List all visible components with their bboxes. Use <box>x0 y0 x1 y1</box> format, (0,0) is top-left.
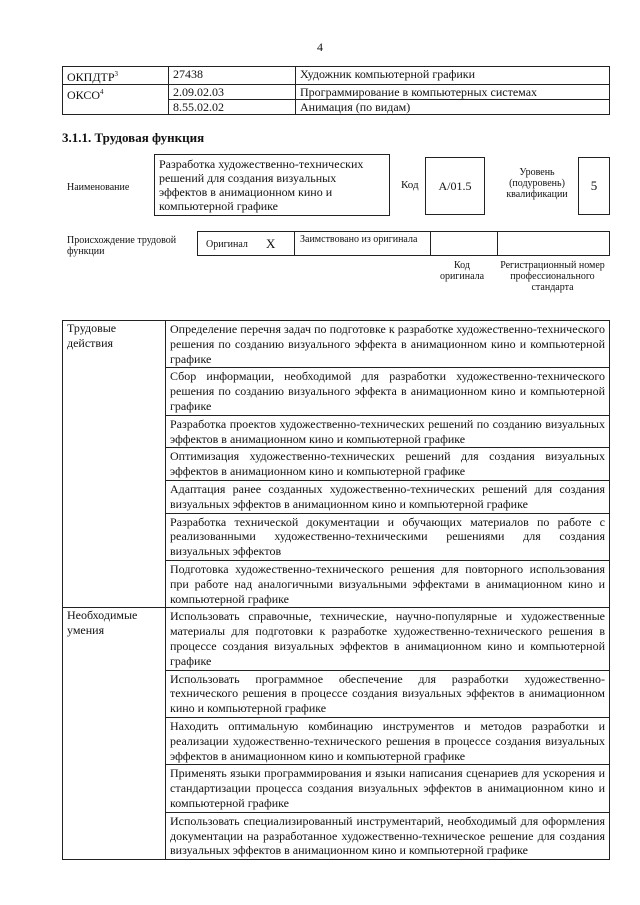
code-name-cell: Программирование в компьютерных системах <box>296 85 610 100</box>
list-item: Использовать специализированный инструментарий, необходимый для оформления документации на разработанное художественно-техническое решение для создания визуальных эффектов в анимационном кино и компьютерной графике <box>166 812 610 859</box>
code-label-cell: ОКСО$^4$ <box>63 85 169 115</box>
divider <box>497 231 498 256</box>
list-item: Оптимизация художественно-технических решений для создания визуальных эффектов в анимационном кино и компьютерной графике <box>166 448 610 481</box>
code-label-cell: ОКПДТР$^3$ <box>63 67 169 85</box>
table-row <box>63 67 610 85</box>
function-code-box: А/01.5 <box>425 157 485 215</box>
skills-label: Необходимые умения <box>63 608 166 860</box>
page-number: 4 <box>317 40 323 54</box>
code-value-cell: 27438 <box>169 67 296 85</box>
list-item: Применять языки программирования и языки написания сценариев для ускорения и стандартизации процесса создания визуальных эффектов в анимационном кино и компьютерной графике <box>166 765 610 812</box>
list-item: Разработка проектов художественно-технических решений по созданию визуальных эффектов в анимационном кино и компьютерной графике <box>166 415 610 448</box>
registration-caption: Регистрационный номер профессионального стандарта <box>500 260 605 293</box>
labor-actions-label: Трудовые действия <box>63 321 166 608</box>
list-item: Адаптация ранее созданных художественно-технических решений для создания визуальных эффектов в анимационном кино и компьютерной графике <box>166 480 610 513</box>
divider <box>294 231 295 256</box>
code-value-cell: 8.55.02.02 <box>169 100 296 115</box>
table-row <box>63 321 610 368</box>
code-caption: Код оригинала <box>439 260 485 282</box>
function-details-table <box>62 320 610 860</box>
code-name-cell: Художник компьютерной графики <box>296 67 610 85</box>
list-item: Находить оптимальную комбинацию инструментов и методов разработки и реализации художественно-технического решения в процессе создания визуальных эффектов в анимационном кино и компьютерной графике <box>166 717 610 764</box>
classification-codes-table <box>62 66 610 115</box>
name-label: Наименование <box>67 182 130 193</box>
code-label: Код <box>401 179 419 191</box>
list-item: Подготовка художественно-технического решения для повторного использования при работе над аналогичными визуальными эффектами в анимационном кино и компьютерной графике <box>166 560 610 607</box>
original-mark: X <box>266 236 276 251</box>
level-value-box: 5 <box>578 157 610 215</box>
section-heading: 3.1.1. Трудовая функция <box>62 130 205 145</box>
code-name-cell: Анимация (по видам) <box>296 100 610 115</box>
original-label: Оригинал <box>206 239 248 250</box>
divider <box>430 231 431 256</box>
list-item: Использовать программное обеспечение для разработки художественно-технического решения в процессе создания визуальных эффектов в анимационном кино и компьютерной графике <box>166 670 610 717</box>
table-row <box>63 608 610 670</box>
code-value-cell: 2.09.02.03 <box>169 85 296 100</box>
borrowed-label: Заимствовано из оригинала <box>300 234 418 245</box>
function-name-box: Разработка художественно-технических решений для создания визуальных эффектов в анимационном кино и компьютерной графике <box>154 154 390 216</box>
level-label: Уровень (подуровень) квалификации <box>506 167 568 200</box>
table-row <box>63 85 610 100</box>
list-item: Разработка технической документации и обучающих материалов по работе с реализованными художественно-техническими решениями для создания визуальных эффектов <box>166 513 610 560</box>
list-item: Использовать справочные, технические, научно-популярные и художественные материалы для подготовки к разработке художественно-технического решения в процессе создания визуальных эффектов в анимационном кино и компьютерной графике <box>166 608 610 670</box>
origin-label: Происхождение трудовой функции <box>67 235 177 257</box>
list-item: Сбор информации, необходимой для разработки художественно-технического решения по созданию визуального эффекта в анимационном кино и компьютерной графике <box>166 368 610 415</box>
origin-box <box>197 231 610 256</box>
list-item: Определение перечня задач по подготовке к разработке художественно-технического решения по созданию визуального эффекта в анимационном кино и компьютерной графике <box>166 321 610 368</box>
